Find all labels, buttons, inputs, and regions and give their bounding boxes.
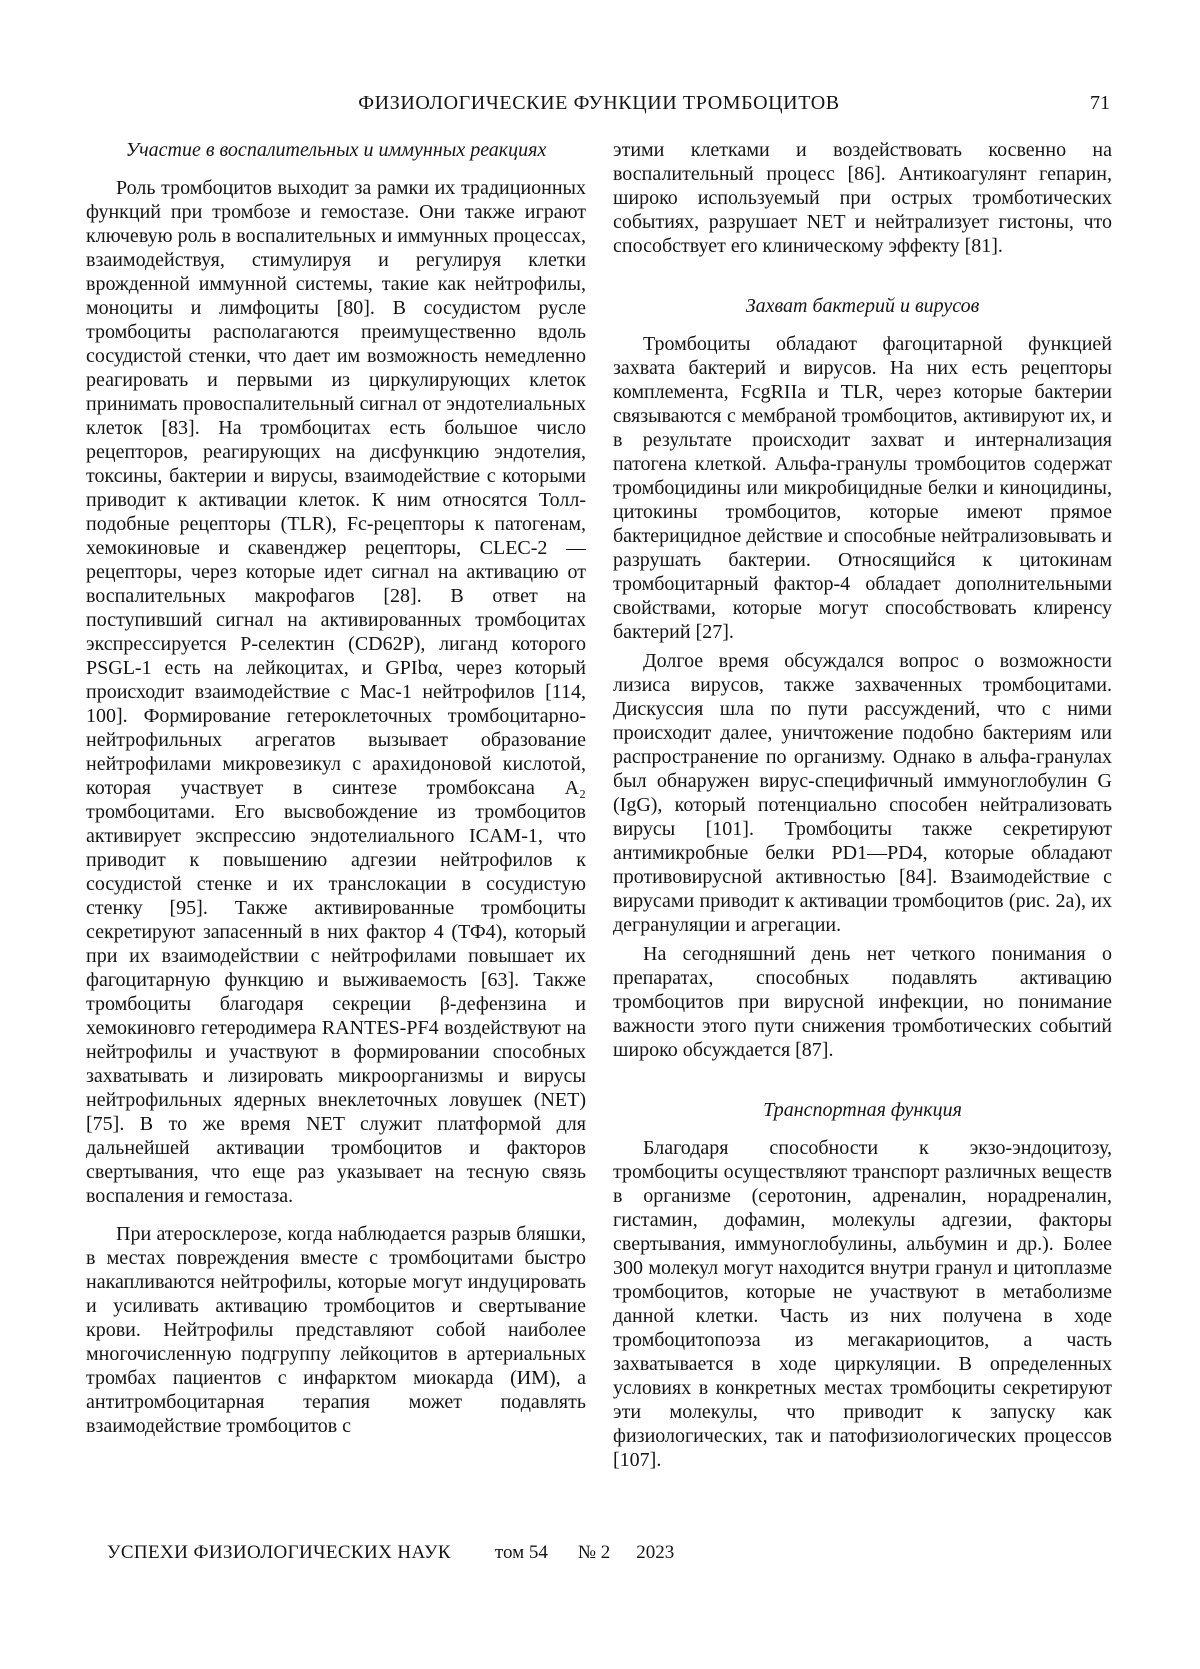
journal-volume: том 54	[494, 1542, 548, 1563]
running-title: ФИЗИОЛОГИЧЕСКИЕ ФУНКЦИИ ТРОМБОЦИТОВ	[358, 92, 840, 114]
body-paragraph: Благодаря способности к экзо-эндоцитозу, тромбоциты осуществляют транспорт различных веществ в организме (серотонин, адреналин, норадреналин, гистамин, дофамин, молекулы адгезии, факторы свертывания, иммуноглобулины, альбумин и др.). Более 300 молекул могут находится внутри гранул и цитоплазме тромбоцитов, которые не участвуют в метаболизме данной клетки. Часть из них получена в ходе тромбоцитопоэза из мегакариоцитов, а часть захватывается в ходе циркуляции. В определенных условиях в конкретных местах тромбоциты секретируют эти молекулы, что приводит к запуску как физиологических, так и патофизиологических процессов [107].	[613, 1137, 1112, 1471]
body-paragraph: На сегодняшний день нет четкого понимания о препаратах, способных подавлять активацию тромбоцитов при вирусной инфекции, но понимание важности этого пути снижения тромботических событий широко обсуждается [87].	[613, 943, 1112, 1061]
left-column	[86, 138, 586, 1472]
page-number: 71	[1090, 92, 1110, 114]
body-paragraph-continuation: этими клетками и воздействовать косвенно на воспалительный процесс [86]. Антикоагулянт гепарин, широко используемый при острых тромботических событиях, разрушает NET и нейтрализует гистоны, что способствует его клиническому эффекту [81].	[613, 139, 1112, 257]
section-heading-capture: Захват бактерий и вирусов	[745, 295, 980, 317]
right-column	[613, 138, 1112, 1472]
body-paragraph: Тромбоциты обладают фагоцитарной функцией захвата бактерий и вирусов. На них есть рецепторы комплемента, FcgRIIa и TLR, через которые бактерии связываются с мембраной тромбоцитов, активируют их, и в результате происходит захват и интернализация патогена клеткой. Альфа-гранулы тромбоцитов содержат тромбоцидины или микробицидные белки и киноцидины, цитокины тромбоцитов, которые имеют прямое бактерицидное действие и способные нейтрализовывать и разрушать бактерии. Относящийся к цитокинам тромбоцитарный фактор-4 обладает дополнительными свойствами, которые могут способствовать клиренсу бактерий [27].	[613, 333, 1112, 643]
section-heading-transport: Транспортная функция	[763, 1099, 962, 1121]
section-heading-inflammation: Участие в воспалительных и иммунных реакциях	[125, 139, 547, 161]
journal-issue: № 2	[577, 1542, 611, 1563]
journal-name: УСПЕХИ ФИЗИОЛОГИЧЕСКИХ НАУК	[107, 1542, 451, 1563]
body-paragraph: Роль тромбоцитов выходит за рамки их традиционных функций при тромбозе и гемостазе. Они также играют ключевую роль в воспалительных и иммунных процессах, взаимодействуя, стимулируя и регулируя клетки врожденной иммунной системы, такие как нейтрофилы, моноциты и лимфоциты [80]. В сосудистом русле тромбоциты располагаются преимущественно вдоль сосудистой стенки, что дает им возможность немедленно реагировать и первыми из циркулирующих клеток принимать провоспалительный сигнал от эндотелиальных клеток [83]. На тромбоцитах есть большое число рецепторов, реагирующих на дисфункцию эндотелия, токсины, бактерии и вирусы, взаимодействие с которыми приводит к активации клеток. К ним относятся Толл-подобные рецепторы (TLR), Fc-рецепторы к патогенам, хемокиновые и скавенджер рецепторы, CLEC-2 — рецепторы, через которые идет сигнал на активацию от воспалительных макрофагов [28]. В ответ на поступивший сигнал на активированных тромбоцитах экспрессируется P-селектин (CD62P), лиганд которого PSGL-1 есть на лейкоцитах, и GPIbα, через который происходит взаимодействие с Mac-1 нейтрофилов [114, 100]. Формирование гетероклеточных тромбоцитарно-нейтрофильных агрегатов вызывает образование нейтрофилами микровезикул с арахидоновой кислотой, которая участвует в синтезе тромбоксана A₂ тромбоцитами. Его высвобождение из тромбоцитов активирует экспрессию эндотелиального ICAM-1, что приводит к повышению адгезии нейтрофилов к сосудистой стенке и их транслокации в сосудистую стенку [95]. Также активированные тромбоциты секретируют запасенный в них фактор 4 (ТФ4), который при их взаимодействии с нейтрофилами повышает их фагоцитарную функцию и выживаемость [63]. Также тромбоциты благодаря секреции β-дефензина и хемокиновго гетеродимера RANTES-PF4 воздействуют на нейтрофилы и участвуют в формировании способных захватывать и лизировать микроорганизмы и вирусы нейтрофильных ядерных внеклеточных ловушек (NET) [75]. В то же время NET служит платформой для дальнейшей активации тромбоцитов и факторов свертывания, что еще раз указывает на тесную связь воспаления и гемостаза.	[86, 177, 586, 1207]
page-header	[86, 90, 1112, 116]
page-footer	[107, 1541, 674, 1565]
two-column-body	[86, 138, 1112, 1472]
body-paragraph: При атеросклерозе, когда наблюдается разрыв бляшки, в местах повреждения вместе с тромбоцитами быстро накапливаются нейтрофилы, которые могут индуцировать и усиливать активацию тромбоцитов и свертывание крови. Нейтрофилы представляют собой наиболее многочисленную подгруппу лейкоцитов в артериальных тромбах пациентов с инфарктом миокарда (ИМ), а антитромбоцитарная терапия может подавлять взаимодействие тромбоцитов с	[86, 1223, 586, 1437]
body-paragraph: Долгое время обсуждался вопрос о возможности лизиса вирусов, также захваченных тромбоцитами. Дискуссия шла по пути рассуждений, что с ними происходит далее, уничтожение подобно бактериям или распространение по организму. Однако в альфа-гранулах был обнаружен вирус-специфичный иммуноглобулин G (IgG), который потенциально способен нейтрализовать вирусы [101]. Тромбоциты также секретируют антимикробные белки PD1—PD4, которые обладают противовирусной активностью [84]. Взаимодействие с вирусами приводит к активации тромбоцитов (рис. 2а), их дегрануляции и агрегации.	[613, 650, 1112, 936]
journal-year: 2023	[636, 1542, 675, 1563]
